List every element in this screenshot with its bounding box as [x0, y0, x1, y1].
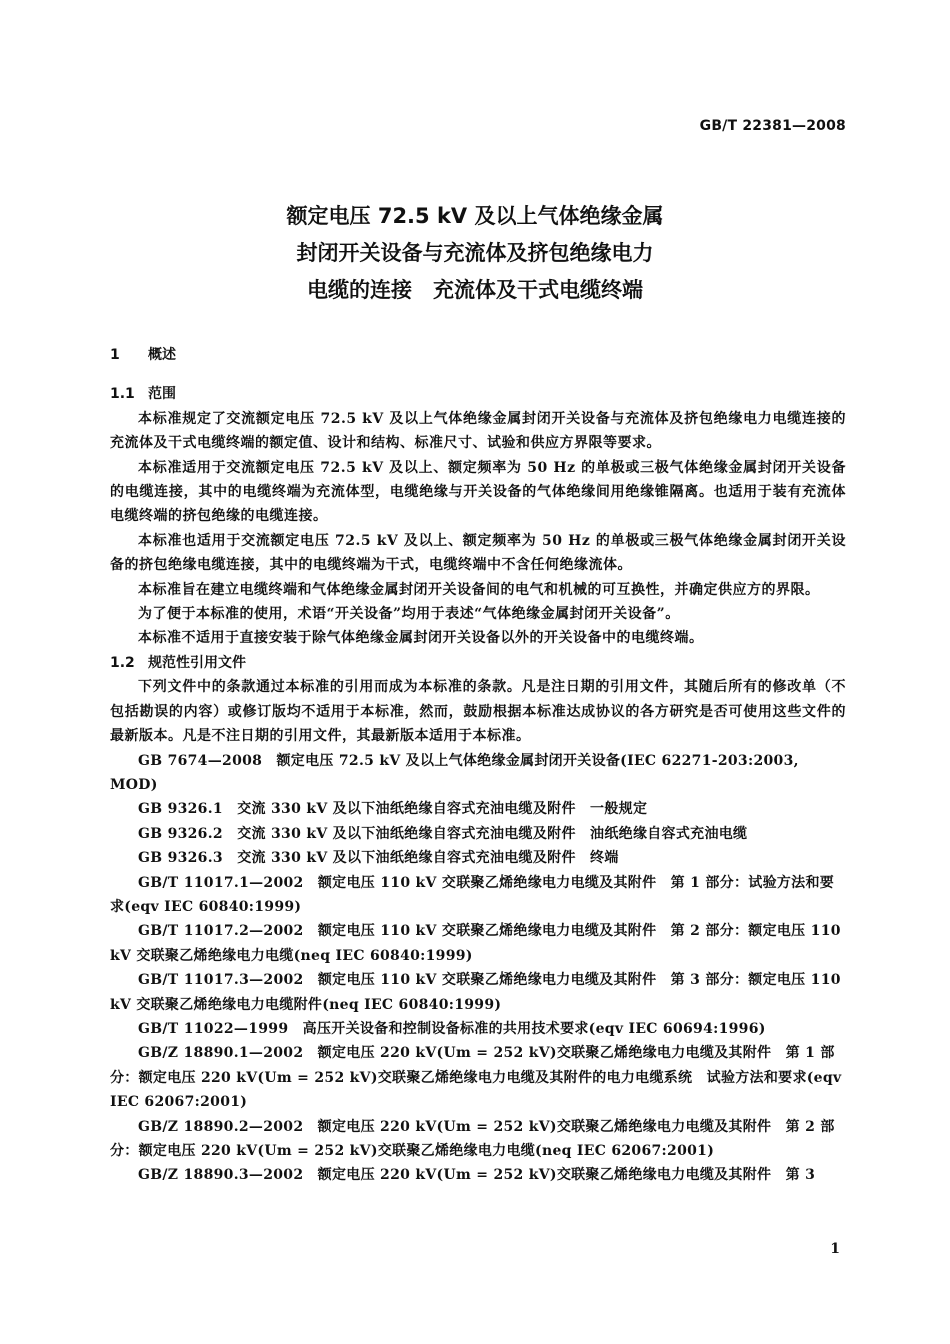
subsection-heading [110, 651, 846, 675]
reference-item: GB/T 11017.2—2002 额定电压 110 kV 交联聚乙烯绝缘电力电缆及其附件 第 2 部分：额定电压 110 kV 交联聚乙烯绝缘电力电缆(neq IEC 60840:1999) [110, 923, 846, 964]
reference-item: GB/Z 18890.2—2002 额定电压 220 kV(Um = 252 kV)交联聚乙烯绝缘电力电缆及其附件 第 2 部分：额定电压 220 kV(Um = 252 kV)交联聚乙烯绝缘电力电缆(neq IEC 62067:2001) [110, 1118, 835, 1159]
paragraph: 本标准旨在建立电缆终端和气体绝缘金属封闭开关设备间的电气和机械的可互换性，并确定供应方的界限。 [138, 581, 820, 598]
paragraph: 本标准也适用于交流额定电压 72.5 kV 及以上、额定频率为 50 Hz 的单极或三极气体绝缘金属封闭开关设备的挤包绝缘电缆连接，其中的电缆终端为干式，电缆终端中不含任何绝缘流体。 [110, 532, 846, 574]
paragraph: 本标准不适用于直接安装于除气体绝缘金属封闭开关设备以外的开关设备中的电缆终端。 [138, 630, 704, 647]
paragraph: 本标准规定了交流额定电压 72.5 kV 及以上气体绝缘金属封闭开关设备与充流体及挤包绝缘电力电缆连接的充流体及干式电缆终端的额定值、设计和结构、标准尺寸、试验和供应方界限等要求。 [110, 410, 846, 452]
reference-item: GB 7674—2008 额定电压 72.5 kV 及以上气体绝缘金属封闭开关设备(IEC 62271-203:2003, MOD) [110, 752, 804, 793]
reference-item: GB 9326.3 交流 330 kV 及以下油纸绝缘自容式充油电缆及附件 终端 [138, 850, 619, 867]
section-number: 1 [110, 347, 120, 363]
reference-item: GB/Z 18890.1—2002 额定电压 220 kV(Um = 252 kV)交联聚乙烯绝缘电力电缆及其附件 第 1 部分：额定电压 220 kV(Um = 252 kV)交联聚乙烯绝缘电力电缆及其附件的电力电缆系统 试验方法和要求(eqv IEC 62067:2001) [110, 1045, 847, 1111]
section-title: 概述 [148, 347, 176, 363]
section-heading [110, 343, 846, 367]
paragraph: 下列文件中的条款通过本标准的引用而成为本标准的条款。凡是注日期的引用文件，其随后所有的修改单（不包括勘误的内容）或修订版均不适用于本标准，然而，鼓励根据本标准达成协议的各方研究是否可使用这些文件的最新版本。凡是不注日期的引用文件，其最新版本适用于本标准。 [110, 679, 846, 745]
subsection-number: 1.2 [110, 654, 135, 671]
paragraph: 本标准适用于交流额定电压 72.5 kV 及以上、额定频率为 50 Hz 的单极或三极气体绝缘金属封闭开关设备的电缆连接，其中的电缆终端为充流体型，电缆绝缘与开关设备的气体绝缘间用绝缘锥隔离。也适用于装有充流体电缆终端的挤包绝缘的电缆连接。 [110, 459, 846, 525]
subsection-heading [110, 382, 846, 406]
standard-code: GB/T 22381—2008 [699, 118, 846, 134]
reference-item: GB/Z 18890.3—2002 额定电压 220 kV(Um = 252 kV)交联聚乙烯绝缘电力电缆及其附件 第 3 [138, 1167, 816, 1184]
title-line: 封闭开关设备与充流体及挤包绝缘电力 [296, 241, 654, 265]
subsection-title: 范围 [148, 386, 176, 403]
document-title [0, 198, 950, 309]
reference-item: GB/T 11017.3—2002 额定电压 110 kV 交联聚乙烯绝缘电力电缆及其附件 第 3 部分：额定电压 110 kV 交联聚乙烯绝缘电力电缆附件(neq IEC 60840:1999) [110, 972, 846, 1013]
document-body [110, 343, 846, 1188]
reference-item: GB/T 11017.1—2002 额定电压 110 kV 交联聚乙烯绝缘电力电缆及其附件 第 1 部分：试验方法和要求(eqv IEC 60840:1999) [110, 874, 835, 915]
subsection-number: 1.1 [110, 386, 135, 403]
reference-item: GB 9326.2 交流 330 kV 及以下油纸绝缘自容式充油电缆及附件 油纸绝缘自容式充油电缆 [138, 825, 748, 842]
title-line: 电缆的连接 充流体及干式电缆终端 [307, 278, 643, 302]
page-number: 1 [830, 1241, 840, 1257]
title-line: 额定电压 72.5 kV 及以上气体绝缘金属 [286, 204, 664, 228]
reference-item: GB 9326.1 交流 330 kV 及以下油纸绝缘自容式充油电缆及附件 一般规定 [138, 801, 648, 818]
paragraph: 为了便于本标准的使用，术语“开关设备”均用于表述“气体绝缘金属封闭开关设备”。 [138, 606, 680, 623]
reference-item: GB/T 11022—1999 高压开关设备和控制设备标准的共用技术要求(eqv IEC 60694:1996) [138, 1020, 766, 1037]
subsection-title: 规范性引用文件 [148, 654, 246, 671]
